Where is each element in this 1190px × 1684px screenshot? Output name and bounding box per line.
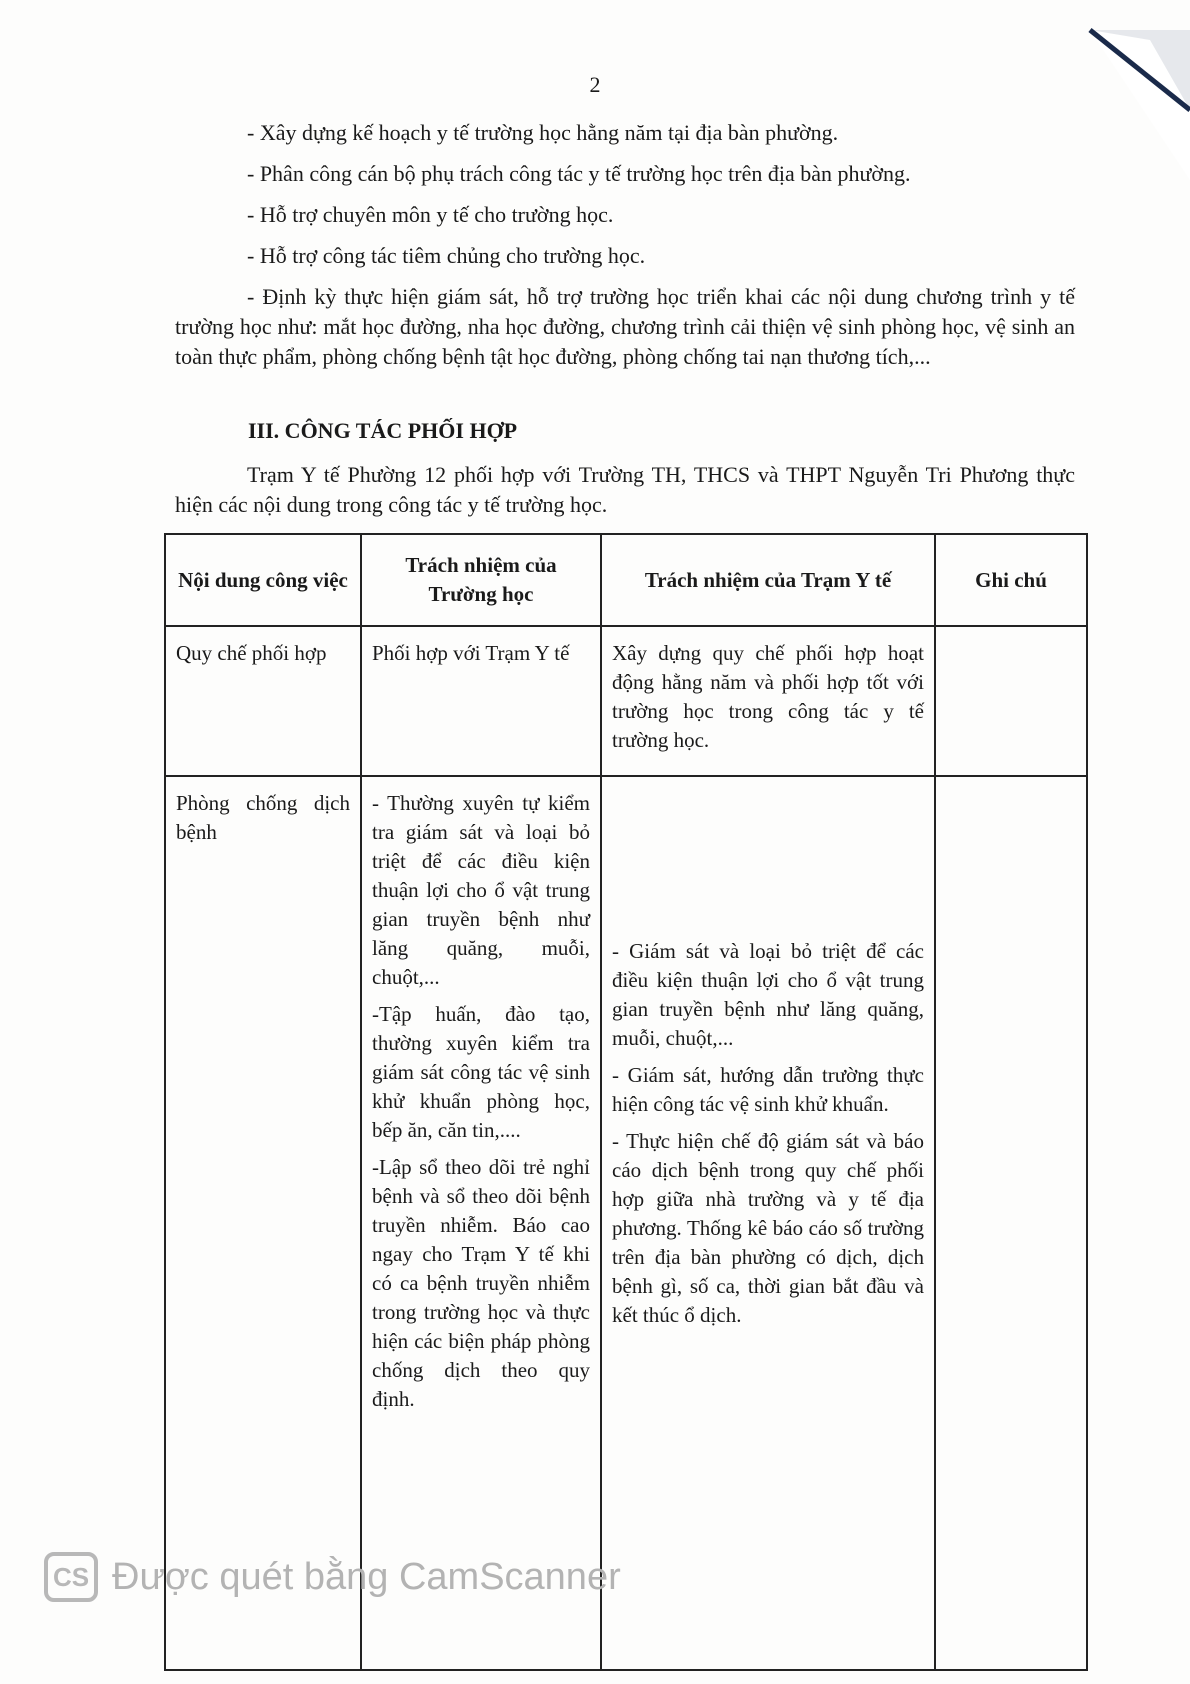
camscanner-watermark — [44, 1552, 621, 1602]
cell-content — [165, 776, 361, 1670]
bullet-list — [175, 118, 1075, 383]
header-content: Nội dung công việc — [165, 534, 361, 626]
cell-text: Phối hợp với Trạm Y tế — [372, 641, 570, 665]
watermark-text: Được quét bằng CamScanner — [112, 1555, 621, 1598]
cell-text: Phòng chống dịch bệnh — [176, 791, 350, 844]
cell-station — [601, 776, 935, 1670]
section-title: III. CÔNG TÁC PHỐI HỢP — [248, 418, 518, 443]
cell-content — [165, 626, 361, 776]
cell-note — [935, 776, 1087, 1670]
cooperation-table — [164, 533, 1088, 1671]
header-note: Ghi chú — [935, 534, 1087, 626]
table-header-row — [165, 534, 1087, 626]
cell-text: -Tập huấn, đào tạo, thường xuyên kiểm tra giám sát công tác vệ sinh khử khuẩn phòng học, bếp ăn, căn tin,.... — [372, 1002, 590, 1142]
header-station-responsibility: Trách nhiệm của Trạm Y tế — [601, 534, 935, 626]
camscanner-logo-icon: CS — [44, 1552, 98, 1602]
cell-note — [935, 626, 1087, 776]
bullet-item: - Hỗ trợ chuyên môn y tế cho trường học. — [247, 202, 614, 227]
intro-paragraph: Trạm Y tế Phường 12 phối hợp với Trường TH, THCS và THPT Nguyễn Tri Phương thực hiện các nội dung trong công tác y tế trường học. — [175, 462, 1075, 517]
bullet-item: - Phân công cán bộ phụ trách công tác y tế trường học trên địa bàn phường. — [247, 161, 911, 186]
cell-text: - Thực hiện chế độ giám sát và báo cáo dịch bệnh trong quy chế phối hợp giữa nhà trường và y tế địa phương. Thống kê báo cáo số trường trên địa bàn phường có dịch, dịch bệnh gì, số ca, thời gian bắt đầu và kết thúc ổ dịch. — [612, 1129, 924, 1327]
cell-text: - Thường xuyên tự kiểm tra giám sát và loại bỏ triệt để các điều kiện thuận lợi cho ổ vật trung gian truyền bệnh như lăng quăng, muỗi, chuột,... — [372, 791, 590, 989]
bullet-item: - Hỗ trợ công tác tiêm chủng cho trường học. — [247, 243, 646, 268]
cell-text: - Giám sát, hướng dẫn trường thực hiện công tác vệ sinh khử khuẩn. — [612, 1063, 924, 1116]
cell-text: -Lập sổ theo dõi trẻ nghỉ bệnh và sổ theo dõi bệnh truyền nhiễm. Báo cao ngay cho Trạm Y tế khi có ca bệnh truyền nhiễm trong trường học và thực hiện các biện pháp phòng chống dịch theo quy định. — [372, 1155, 590, 1411]
cell-station — [601, 626, 935, 776]
cell-text: - Giám sát và loại bỏ triệt để các điều kiện thuận lợi cho ổ vật trung gian truyền bệnh như lăng quăng, muỗi, chuột,... — [612, 939, 924, 1050]
table-row — [165, 776, 1087, 1670]
cell-school — [361, 626, 601, 776]
cell-text: Quy chế phối hợp — [176, 641, 327, 665]
table-row — [165, 626, 1087, 776]
cell-school — [361, 776, 601, 1670]
cell-text: Xây dựng quy chế phối hợp hoạt động hằng năm và phối hợp tốt với trường học trong công tác y tế trường học. — [612, 641, 924, 752]
bullet-item: - Xây dựng kế hoạch y tế trường học hằng năm tại địa bàn phường. — [247, 120, 839, 145]
page-number: 2 — [589, 72, 601, 97]
bullet-item: - Định kỳ thực hiện giám sát, hỗ trợ trường học triển khai các nội dung chương trình y tế trường học như: mắt học đường, nha học đường, chương trình cải thiện vệ sinh phòng học, vệ sinh an toàn thực phẩm, phòng chống bệnh tật học đường, phòng chống tai nạn thương tích,... — [175, 284, 1075, 369]
header-school-responsibility: Trách nhiệm của Trường học — [361, 534, 601, 626]
